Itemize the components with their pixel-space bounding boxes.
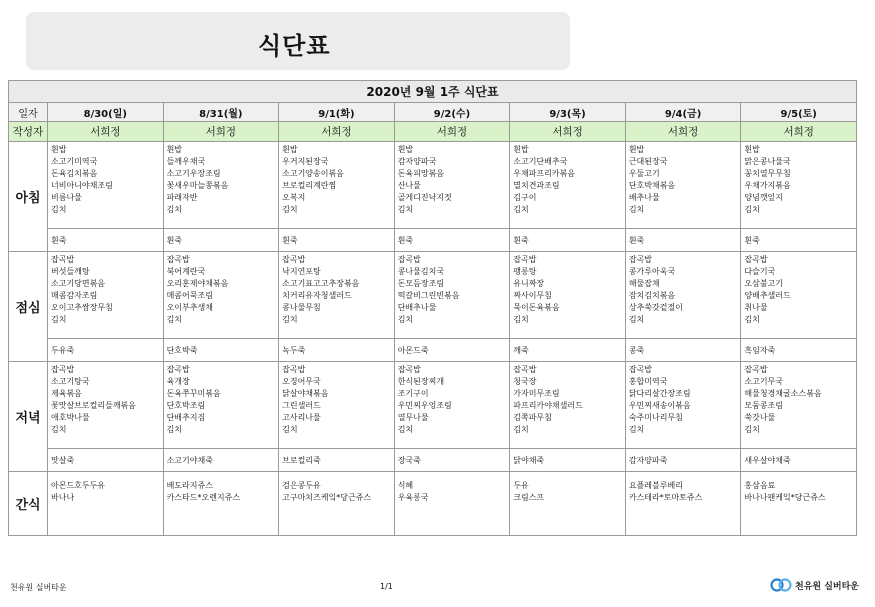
menu-item: 오이고추쌈장무침 [51,303,113,312]
menu-item: 파래자반 [166,193,198,202]
menu-item: 김치 [282,315,298,324]
menu-item: 오복지 [282,193,306,202]
snack-item: 식혜 [397,481,414,490]
menu-item: 김치 [628,425,645,434]
menu-item: 오징어무국 [282,377,321,386]
snack-cell [394,472,510,536]
date-header: 8/31(월) [163,103,279,122]
table-caption: 2020년 9월 1주 식단표 [9,81,857,103]
menu-item: 김쪽파무침 [513,413,552,422]
footer-org: 천유원 실버타운 [10,583,67,592]
menu-item: 잠치김치볶음 [628,291,676,300]
menu-item: 흰밥 [282,145,298,154]
menu-item: 김치 [166,315,183,324]
menu-item: 소고기우장조림 [166,169,221,178]
date-header: 9/1(화) [279,103,395,122]
menu-item: 잡곡밥 [744,255,768,264]
date-header: 8/30(일) [48,103,164,122]
menu-item: 김치 [166,425,183,434]
menu-item: 낙지연포탕 [282,267,321,276]
porridge-cell: 깨죽 [510,339,626,362]
menu-item: 모둠콩조림 [744,401,784,410]
menu-item: 숙주미나리무침 [628,413,683,422]
menu-item: 취나물 [744,303,768,312]
menu-item: 제육볶음 [51,389,82,398]
porridge-cell: 맛살죽 [48,449,164,472]
menu-item: 맑은콩나물국 [744,157,791,166]
menu-item: 소고기단배추국 [513,157,568,166]
menu-item: 잡곡밥 [397,365,421,374]
menu-item: 김치 [744,315,760,324]
snack-item: 검은콩두유 [282,481,321,490]
menu-item: 김치 [51,425,67,434]
author-cell: 서희정 [741,122,857,142]
date-header: 9/4(금) [625,103,741,122]
menu-cell-dinner [163,362,279,449]
page-number: 1/1 [380,582,393,591]
menu-item: 김치 [166,205,183,214]
menu-cell-dinner [510,362,626,449]
menu-item: 양념깻잎지 [744,193,784,202]
menu-item: 콩나물김치국 [397,267,445,276]
menu-item: 들깨우채국 [166,157,206,166]
menu-item: 매콤감자조림 [51,291,98,300]
menu-item: 산나물 [397,181,421,190]
menu-item: 묵이돈육볶음 [513,303,560,312]
menu-cell-breakfast [48,142,164,229]
menu-item: 파프리카야채샐러드 [513,401,583,410]
menu-item: 오리훈제야채볶음 [166,279,229,288]
menu-cell-lunch [394,252,510,339]
menu-item: 육개장 [166,377,190,386]
menu-item: 홍합미역국 [628,377,668,386]
menu-item: 소고기무국 [744,377,784,386]
menu-item: 단호박조림 [166,401,206,410]
menu-cell-dinner [625,362,741,449]
menu-item: 닭다리살간장조림 [628,389,691,398]
menu-item: 가자미무조림 [513,389,560,398]
snack-cell [741,472,857,536]
snack-item: 바나나팬케잌*당근쥬스 [744,493,826,502]
menu-item: 해물청경채굴소스볶음 [744,389,822,398]
snack-item: 홍삼음료 [744,481,776,490]
author-cell: 서희정 [510,122,626,142]
snack-cell [510,472,626,536]
snack-cell [625,472,741,536]
menu-item: 잡곡밥 [51,365,75,374]
logo-text: 천유원 실버타운 [795,581,859,592]
page-title: 식단표 [258,32,331,60]
menu-item: 쑥갓나물 [744,413,776,422]
porridge-cell: 감자양파죽 [625,449,741,472]
menu-item: 김치 [744,425,760,434]
snack-item: 카스테라*토마토쥬스 [628,493,703,502]
menu-item: 흰밥 [166,145,183,154]
menu-item: 우채가지볶음 [744,181,791,190]
menu-item: 잡곡밥 [282,255,306,264]
snack-cell [279,472,395,536]
menu-item: 잡곡밥 [397,255,421,264]
menu-item: 김치 [51,205,67,214]
menu-item: 애호박나물 [51,413,90,422]
menu-item: 잡곡밥 [628,255,652,264]
menu-cell-breakfast [394,142,510,229]
menu-item: 다슬기국 [744,267,776,276]
menu-cell-breakfast [625,142,741,229]
menu-item: 너비아니야채조림 [51,181,113,190]
menu-item: 김구이 [513,193,537,202]
porridge-cell: 닭야채죽 [510,449,626,472]
menu-item: 소고기양송이볶음 [282,169,344,178]
menu-item: 꽃맛살브로컬리들깨볶음 [51,401,137,410]
porridge-cell: 흰죽 [394,229,510,252]
menu-item: 브로컬리계란찜 [282,181,337,190]
menu-item: 양배추샐러드 [744,291,791,300]
porridge-cell: 새우살야채죽 [741,449,857,472]
menu-item: 우거지된장국 [282,157,329,166]
snack-item: 바나나 [51,493,75,502]
menu-cell-dinner [279,362,395,449]
menu-item: 단배추지짐 [166,413,206,422]
menu-item: 닭살야채볶음 [282,389,329,398]
snack-item: 크림스프 [513,493,545,502]
menu-item: 돈육피망볶음 [397,169,445,178]
menu-item: 잡곡밥 [628,365,652,374]
menu-item: 해물잡채 [628,279,660,288]
menu-item: 오이부추생채 [166,303,213,312]
menu-cell-dinner [394,362,510,449]
porridge-cell: 녹두죽 [279,339,395,362]
menu-item: 감자양파국 [397,157,437,166]
menu-cell-breakfast [510,142,626,229]
menu-item: 김치 [513,425,529,434]
author-cell: 서희정 [279,122,395,142]
menu-item: 소고기당면볶음 [51,279,106,288]
menu-item: 비름나물 [51,193,82,202]
menu-item: 잡곡밥 [282,365,306,374]
menu-cell-dinner [48,362,164,449]
menu-cell-lunch [510,252,626,339]
menu-item: 잡곡밥 [744,365,768,374]
date-header: 9/2(수) [394,103,510,122]
menu-item: 흰밥 [51,145,67,154]
menu-item: 꽃새우마늘쫑볶음 [166,181,229,190]
menu-item: 고사리나물 [282,413,321,422]
date-label: 일자 [9,103,48,122]
porridge-cell: 흰죽 [741,229,857,252]
menu-cell-breakfast [279,142,395,229]
menu-item: 청국장 [513,377,537,386]
menu-item: 배추나물 [628,193,660,202]
snack-cell [163,472,279,536]
author-label: 작성자 [9,122,48,142]
porridge-cell: 브로컬리죽 [279,449,395,472]
menu-item: 상추쑥갓겉절이 [628,303,683,312]
date-header: 9/3(목) [510,103,626,122]
menu-item: 우채파프리카볶음 [513,169,576,178]
snack-item: 고구마치즈케잌*당근쥬스 [282,493,372,502]
snack-cell [48,472,164,536]
porridge-cell: 흰죽 [625,229,741,252]
porridge-cell: 흰죽 [510,229,626,252]
menu-item: 김치 [397,425,414,434]
menu-item: 우민찌새송이볶음 [628,401,691,410]
menu-item: 꽁치열무무침 [744,169,791,178]
menu-table [8,80,857,536]
snack-item: 우육롱국 [397,493,429,502]
date-header: 9/5(토) [741,103,857,122]
menu-item: 그린샐러드 [282,401,321,410]
logo-icon [770,578,792,592]
menu-item: 돈모듬장조림 [397,279,445,288]
menu-item: 오삼불고기 [744,279,784,288]
menu-item: 김치 [397,315,414,324]
snack-item: 요플레블루베리 [628,481,683,490]
porridge-cell: 소고기야채죽 [163,449,279,472]
menu-item: 치커리유자청샐러드 [282,291,352,300]
menu-item: 콩나물무침 [282,303,321,312]
menu-item: 김치 [282,425,298,434]
snack-item: 두유 [513,481,529,490]
author-cell: 서희정 [625,122,741,142]
porridge-cell: 흰죽 [163,229,279,252]
menu-item: 단호박채볶음 [628,181,676,190]
author-cell: 서희정 [394,122,510,142]
menu-item: 매콤어묵조림 [166,291,213,300]
menu-item: 김치 [744,205,760,214]
meal-label-breakfast: 아침 [9,142,48,252]
menu-item: 김치 [628,315,645,324]
menu-item: 잡곡밥 [513,365,537,374]
menu-item: 유니짜장 [513,279,545,288]
menu-item: 잡곡밥 [513,255,537,264]
snack-item: 카스타드*오렌지쥬스 [166,493,241,502]
meal-label-lunch: 점심 [9,252,48,362]
menu-item: 김치 [628,205,645,214]
menu-item: 흰밥 [628,145,645,154]
menu-cell-breakfast [163,142,279,229]
menu-item: 단배추나물 [397,303,437,312]
porridge-cell: 두유죽 [48,339,164,362]
menu-item: 잡곡밥 [166,365,190,374]
menu-cell-dinner [741,362,857,449]
menu-item: 소고기표고고추장볶음 [282,279,360,288]
menu-item: 열무나물 [397,413,429,422]
meal-label-snack: 간식 [9,472,48,536]
org-logo [770,578,859,592]
menu-item: 흰밥 [513,145,529,154]
menu-item: 김치 [282,205,298,214]
menu-item: 소고기탕국 [51,377,90,386]
menu-item: 돈육쭈꾸미볶음 [166,389,221,398]
menu-item: 멸치견과조림 [513,181,560,190]
menu-item: 콩가루아욱국 [628,267,676,276]
menu-cell-lunch [741,252,857,339]
menu-cell-lunch [279,252,395,339]
snack-item: 배도라지쥬스 [166,481,213,490]
menu-cell-lunch [163,252,279,339]
menu-item: 버섯들깨탕 [51,267,90,276]
menu-item: 우둘고기 [628,169,660,178]
menu-item: 골게디진낙지젓 [397,193,452,202]
menu-cell-lunch [625,252,741,339]
author-cell: 서희정 [163,122,279,142]
menu-item: 김치 [51,315,67,324]
menu-item: 잡곡밥 [51,255,75,264]
porridge-cell: 흰죽 [279,229,395,252]
porridge-cell: 콩죽 [625,339,741,362]
menu-item: 떡갈비그린빈볶음 [397,291,460,300]
menu-item: 잡곡밥 [166,255,190,264]
menu-item: 조기구이 [397,389,429,398]
porridge-cell: 장국죽 [394,449,510,472]
menu-item: 돈육김치볶음 [51,169,98,178]
menu-item: 흰밥 [397,145,414,154]
menu-item: 김치 [513,315,529,324]
snack-item: 아몬드호두두유 [51,481,106,490]
menu-item: 소고기미역국 [51,157,98,166]
menu-item: 흰밥 [744,145,760,154]
menu-item: 김치 [513,205,529,214]
menu-item: 짜사이무침 [513,291,552,300]
menu-item: 팽롱탕 [513,267,537,276]
menu-cell-lunch [48,252,164,339]
menu-cell-breakfast [741,142,857,229]
menu-item: 한식된장찌개 [397,377,445,386]
meal-label-dinner: 저녁 [9,362,48,472]
menu-item: 근대된장국 [628,157,668,166]
menu-item: 김치 [397,205,414,214]
author-cell: 서희정 [48,122,164,142]
menu-item: 우민찌우엉조림 [397,401,452,410]
menu-item: 북어계란국 [166,267,206,276]
porridge-cell: 아몬드죽 [394,339,510,362]
porridge-cell: 단호박죽 [163,339,279,362]
porridge-cell: 흰죽 [48,229,164,252]
porridge-cell: 흑임자죽 [741,339,857,362]
